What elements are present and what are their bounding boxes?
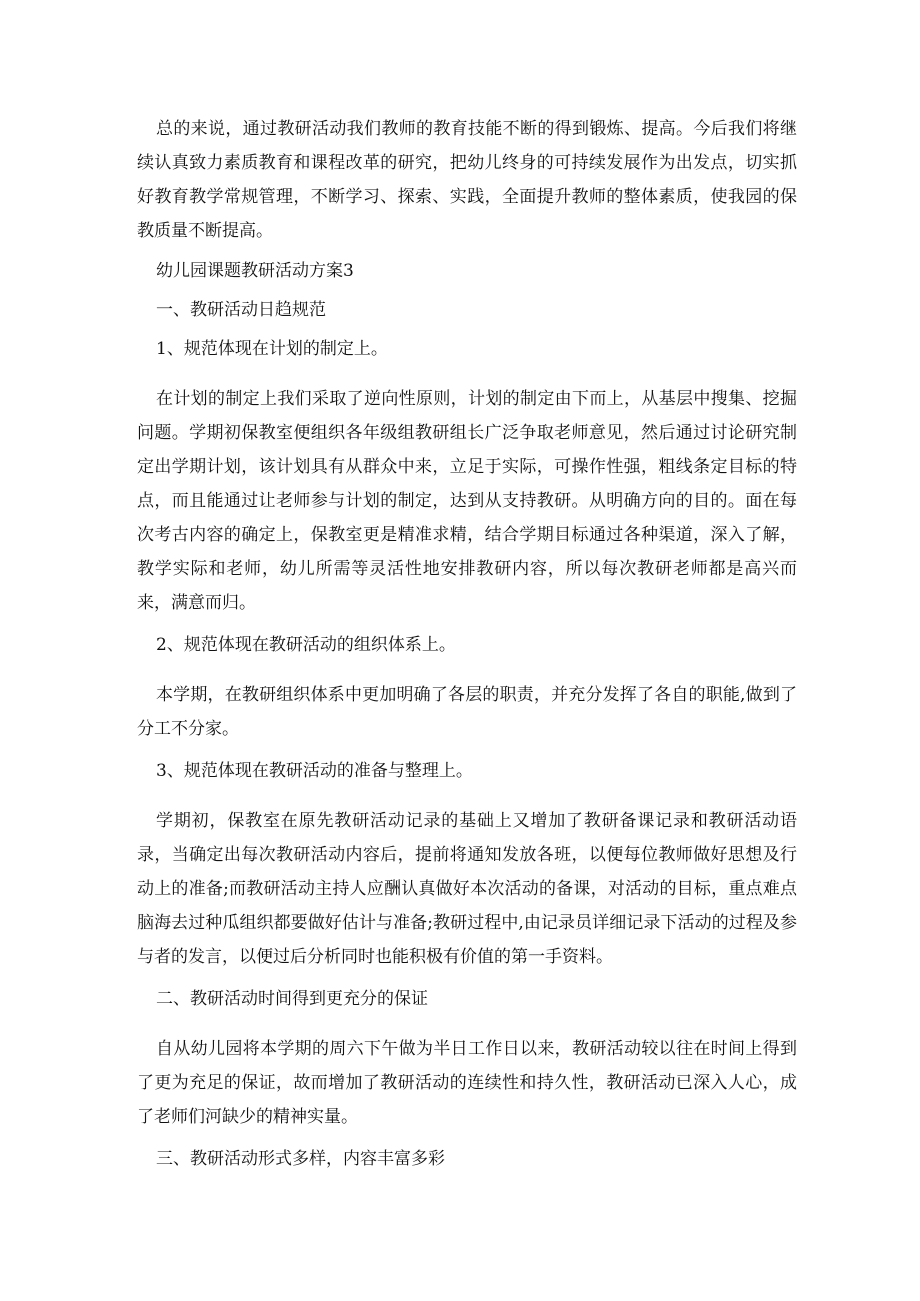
heading-part-two: 二、教研活动时间得到更充分的保证 — [156, 989, 428, 1009]
section-title: 幼儿园课题教研活动方案3 — [156, 261, 354, 281]
subheading-2: 2、规范体现在教研活动的组织体系上。 — [156, 635, 456, 655]
document-body — [137, 112, 797, 1176]
preparation-paragraph: 学期初，保教室在原先教研活动记录的基础上又增加了教研备课记录和教研活动语录，当确定出每次教研活动内容后，提前将通知发放各班，以便每位教师做好思想及行动上的准备;而教研活动主持人应酬认真做好本次活动的备课，对活动的目标，重点难点脑海去过种瓜组织都要做好估计与准备;教研过程中,由记录员详细记录下活动的过程及参与者的发言，以便过后分析同时也能积极有价值的第一手资料。 — [137, 811, 797, 967]
subheading-3: 3、规范体现在教研活动的准备与整理上。 — [156, 761, 473, 781]
subheading-1: 1、规范体现在计划的制定上。 — [156, 339, 388, 359]
closing-summary-paragraph: 总的来说，通过教研活动我们教师的教育技能不断的得到锻炼、提高。今后我们将继续认真致力素质教育和课程改革的研究，把幼儿终身的可持续发展作为出发点，切实抓好教育教学常规管理，不断学习、探索、实践，全面提升教师的整体素质，使我园的保教质量不断提高。 — [137, 119, 797, 241]
time-guarantee-paragraph: 自从幼儿园将本学期的周六下午做为半日工作日以来，教研活动较以往在时间上得到了更为充足的保证，故而增加了教研活动的连续性和持久性，教研活动已深入人心，成了老师们河缺少的精神实量。 — [137, 1039, 797, 1127]
heading-part-three: 三、教研活动形式多样，内容丰富多彩 — [156, 1149, 445, 1169]
organization-paragraph: 本学期，在教研组织体系中更加明确了各层的职责，并充分发挥了各自的职能,做到了分工不分家。 — [137, 685, 797, 739]
heading-part-one: 一、教研活动日趋规范 — [156, 300, 326, 320]
plan-paragraph: 在计划的制定上我们采取了逆向性原则，计划的制定由下而上，从基层中搜集、挖掘问题。学期初保教室便组织各年级组教研组长广泛争取老师意见，然后通过讨论研究制定出学期计划，该计划具有从群众中来，立足于实际，可操作性强，粗线条定目标的特点，而且能通过让老师参与计划的制定，达到从支持教研。从明确方向的目的。面在每次考古内容的确定上，保教室更是精准求精，结合学期目标通过各种渠道，深入了解，教学实际和老师，幼儿所需等灵活性地安排教研内容，所以每次教研老师都是高兴而来，满意而归。 — [137, 389, 797, 613]
